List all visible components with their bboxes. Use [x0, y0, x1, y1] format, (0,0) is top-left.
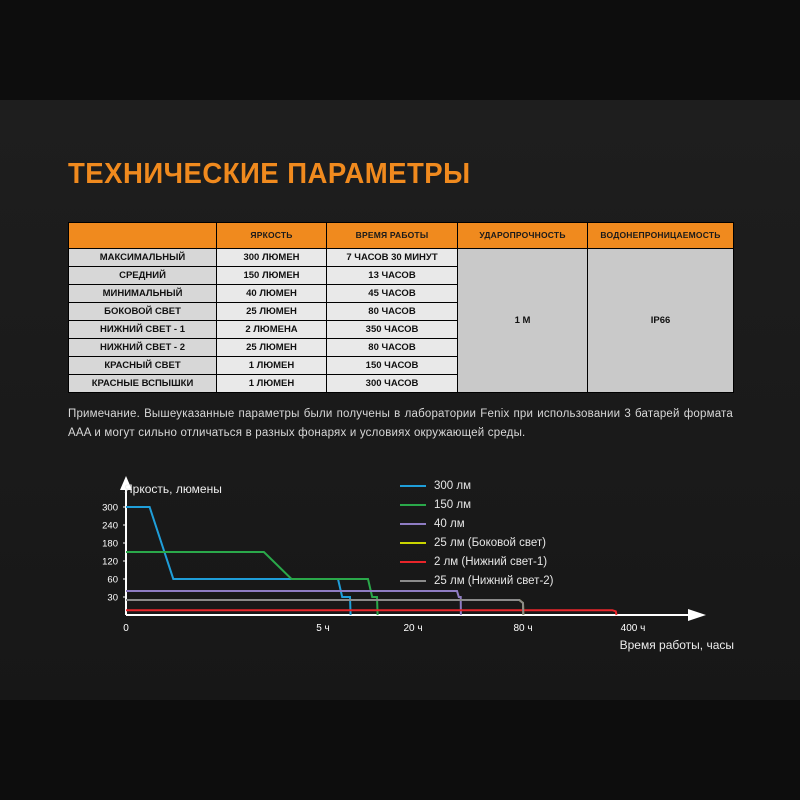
cell-mode: МАКСИМАЛЬНЫЙ — [69, 249, 217, 267]
cell-mode: МИНИМАЛЬНЫЙ — [69, 285, 217, 303]
legend-swatch — [400, 561, 426, 563]
header-brightness: ЯРКОСТЬ — [217, 223, 327, 249]
x-tick-label: 20 ч — [403, 623, 423, 634]
x-axis-arrow — [688, 609, 706, 621]
cell-brightness: 25 ЛЮМЕН — [217, 303, 327, 321]
legend-label: 25 лм (Нижний свет-2) — [434, 574, 554, 587]
cell-brightness: 150 ЛЮМЕН — [217, 267, 327, 285]
chart-y-axis-label: Яркость, люмены — [124, 482, 222, 496]
legend-swatch — [400, 580, 426, 582]
cell-mode: НИЖНИЙ СВЕТ - 2 — [69, 339, 217, 357]
table-header-row — [69, 223, 734, 249]
chart-x-axis-label: Время работы, часы — [619, 638, 734, 652]
legend-item — [400, 476, 700, 495]
legend-label: 2 лм (Нижний свет-1) — [434, 555, 548, 568]
chart-series-3 — [126, 600, 523, 615]
x-tick-label: 5 ч — [316, 623, 330, 634]
cell-runtime: 80 ЧАСОВ — [327, 339, 458, 357]
cell-impact-resistance: 1 М — [458, 249, 588, 393]
cell-runtime: 350 ЧАСОВ — [327, 321, 458, 339]
y-tick-label: 60 — [107, 574, 118, 586]
x-tick-label: 0 — [123, 623, 129, 634]
header-mode — [69, 223, 217, 249]
cell-mode: БОКОВОЙ СВЕТ — [69, 303, 217, 321]
legend-label: 300 лм — [434, 479, 471, 492]
cell-runtime: 7 ЧАСОВ 30 МИНУТ — [327, 249, 458, 267]
y-tick-label: 30 — [107, 592, 118, 604]
spec-table-head — [69, 223, 734, 249]
cell-mode: КРАСНЫЕ ВСПЫШКИ — [69, 375, 217, 393]
spec-table — [68, 222, 734, 393]
note-text: Примечание. Вышеуказанные параметры были получены в лаборатории Fenix при использовании 3 батарей формата AAA и могут сильно отличаться в разных фонарях и условиях окружающей среды. — [68, 408, 733, 439]
cell-mode: СРЕДНИЙ — [69, 267, 217, 285]
cell-brightness: 1 ЛЮМЕН — [217, 375, 327, 393]
cell-brightness: 40 ЛЮМЕН — [217, 285, 327, 303]
cell-mode: КРАСНЫЙ СВЕТ — [69, 357, 217, 375]
chart-series-5 — [126, 600, 523, 615]
legend-swatch — [400, 523, 426, 525]
chart-series-0 — [126, 507, 351, 615]
legend-label: 150 лм — [434, 498, 471, 511]
legend-swatch — [400, 504, 426, 506]
cell-mode: НИЖНИЙ СВЕТ - 1 — [69, 321, 217, 339]
chart-series-2 — [126, 591, 461, 615]
legend-swatch — [400, 542, 426, 544]
legend-label: 40 лм — [434, 517, 465, 530]
legend-item — [400, 552, 700, 571]
y-tick-label: 120 — [102, 556, 118, 568]
spec-table-body — [69, 249, 734, 393]
cell-runtime: 13 ЧАСОВ — [327, 267, 458, 285]
cell-brightness: 25 ЛЮМЕН — [217, 339, 327, 357]
y-tick-label: 300 — [102, 502, 118, 514]
header-impact: УДАРОПРОЧНОСТЬ — [458, 223, 588, 249]
x-tick-label: 80 ч — [513, 623, 533, 634]
legend-label: 25 лм (Боковой свет) — [434, 536, 546, 549]
cell-runtime: 150 ЧАСОВ — [327, 357, 458, 375]
spec-table-wrapper — [68, 222, 733, 393]
cell-runtime: 80 ЧАСОВ — [327, 303, 458, 321]
cell-runtime: 300 ЧАСОВ — [327, 375, 458, 393]
legend-swatch — [400, 485, 426, 487]
legend-item — [400, 571, 700, 590]
page-title: ТЕХНИЧЕСКИЕ ПАРАМЕТРЫ — [68, 158, 471, 190]
table-row — [69, 249, 734, 267]
cell-water-resistance: IP66 — [588, 249, 734, 393]
x-tick-label: 400 ч — [620, 623, 646, 634]
legend-item — [400, 495, 700, 514]
y-tick-label: 180 — [102, 538, 118, 550]
cell-brightness: 300 ЛЮМЕН — [217, 249, 327, 267]
cell-brightness: 2 ЛЮМЕНА — [217, 321, 327, 339]
cell-brightness: 1 ЛЮМЕН — [217, 357, 327, 375]
chart-legend — [400, 476, 700, 590]
legend-item — [400, 533, 700, 552]
header-runtime: ВРЕМЯ РАБОТЫ — [327, 223, 458, 249]
header-water: ВОДОНЕПРОНИЦАЕМОСТЬ — [588, 223, 734, 249]
legend-item — [400, 514, 700, 533]
y-tick-label: 240 — [102, 520, 118, 532]
cell-runtime: 45 ЧАСОВ — [327, 285, 458, 303]
